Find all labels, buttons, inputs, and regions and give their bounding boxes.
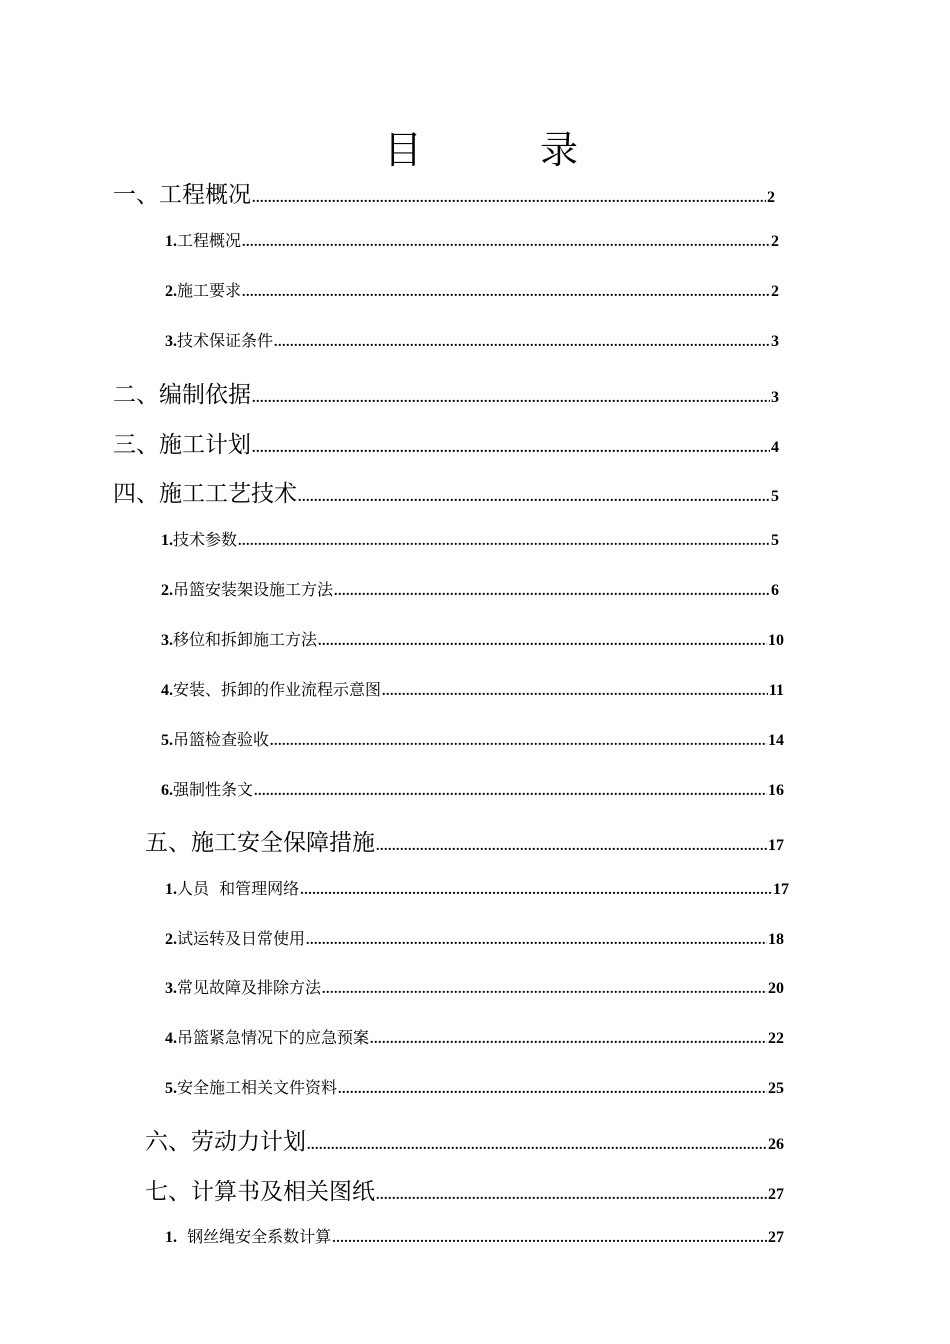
dot-leader bbox=[338, 1082, 767, 1098]
toc-page-number: 4 bbox=[771, 439, 779, 456]
toc-page-number: 25 bbox=[768, 1080, 784, 1097]
toc-number: 5. bbox=[161, 732, 173, 749]
toc-entry-4-5[interactable] bbox=[161, 727, 784, 750]
toc-label: 二、编制依据 bbox=[113, 382, 251, 408]
toc-page-number: 2 bbox=[767, 189, 775, 206]
dot-leader bbox=[318, 634, 767, 650]
toc-page-number: 2 bbox=[771, 283, 779, 300]
toc-number: 3. bbox=[165, 333, 177, 350]
toc-entry-4-4[interactable] bbox=[161, 677, 784, 700]
toc-page-number: 5 bbox=[771, 488, 779, 505]
toc-label: 吊篮安装架设施工方法 bbox=[173, 580, 334, 599]
toc-number: 5. bbox=[165, 1080, 177, 1097]
toc-page-number: 5 bbox=[771, 532, 779, 549]
toc-entry-5-2[interactable] bbox=[165, 926, 784, 949]
toc-label: 四、施工工艺技术 bbox=[113, 481, 297, 507]
dot-leader bbox=[382, 684, 768, 700]
toc-entry-5-5[interactable] bbox=[165, 1075, 784, 1098]
dot-leader bbox=[242, 235, 770, 251]
dot-leader bbox=[252, 191, 766, 207]
dot-leader bbox=[370, 1032, 767, 1048]
dot-leader bbox=[307, 1138, 767, 1154]
toc-entry-5[interactable] bbox=[145, 824, 784, 857]
toc-entry-4-6[interactable] bbox=[161, 777, 784, 800]
toc-page-number: 2 bbox=[771, 233, 779, 250]
toc-entry-4-3[interactable] bbox=[161, 627, 784, 650]
toc-label: 技术参数 bbox=[173, 530, 238, 549]
toc-entry-3[interactable] bbox=[113, 426, 779, 459]
toc-label: 吊篮紧急情况下的应急预案 bbox=[177, 1028, 370, 1047]
toc-page-number: 26 bbox=[768, 1136, 784, 1153]
toc-label: 技术保证条件 bbox=[177, 331, 274, 350]
toc-number: 1. bbox=[165, 1229, 177, 1246]
toc-entry-2[interactable] bbox=[113, 376, 779, 409]
dot-leader bbox=[254, 784, 767, 800]
toc-label: 移位和拆卸施工方法 bbox=[173, 630, 318, 649]
dot-leader bbox=[376, 1188, 767, 1204]
toc-number: 1. bbox=[161, 532, 173, 549]
dot-leader bbox=[242, 285, 770, 301]
toc-label: 常见故障及排除方法 bbox=[177, 978, 322, 997]
toc-page-number: 6 bbox=[771, 582, 779, 599]
dot-leader bbox=[252, 391, 770, 407]
toc-label: 施工要求 bbox=[177, 281, 242, 300]
dot-leader bbox=[300, 883, 772, 899]
toc-number: 4. bbox=[161, 682, 173, 699]
toc-label: 强制性条文 bbox=[173, 780, 254, 799]
toc-entry-6[interactable] bbox=[145, 1123, 784, 1156]
toc-label: 安装、拆卸的作业流程示意图 bbox=[173, 680, 382, 699]
toc-label: 七、计算书及相关图纸 bbox=[145, 1179, 375, 1205]
toc-entry-5-3[interactable] bbox=[165, 975, 784, 998]
toc-number: 3. bbox=[165, 980, 177, 997]
toc-entry-1-1[interactable] bbox=[165, 228, 779, 251]
toc-number: 4. bbox=[165, 1030, 177, 1047]
dot-leader bbox=[274, 335, 770, 351]
toc-label: 五、施工安全保障措施 bbox=[145, 830, 375, 856]
dot-leader bbox=[270, 734, 767, 750]
dot-leader bbox=[252, 441, 770, 457]
toc-entry-7[interactable] bbox=[145, 1173, 784, 1206]
toc-number: 1. bbox=[165, 233, 177, 250]
toc-page-number: 17 bbox=[768, 837, 784, 854]
toc-label: 吊篮检查验收 bbox=[173, 730, 270, 749]
toc-label: 六、劳动力计划 bbox=[145, 1129, 306, 1155]
dot-leader bbox=[332, 1231, 767, 1247]
toc-entry-4-2[interactable] bbox=[161, 577, 779, 600]
toc-entry-5-4[interactable] bbox=[165, 1025, 784, 1048]
toc-label: 一、工程概况 bbox=[113, 182, 251, 208]
toc-number: 1. bbox=[165, 881, 177, 898]
toc-entry-1[interactable] bbox=[113, 176, 775, 209]
toc-number: 2. bbox=[165, 931, 177, 948]
toc-number: 2. bbox=[161, 582, 173, 599]
toc-page-number: 22 bbox=[768, 1030, 784, 1047]
toc-label: 三、施工计划 bbox=[113, 432, 251, 458]
dot-leader bbox=[376, 839, 767, 855]
toc-page-number: 18 bbox=[768, 931, 784, 948]
toc-label: 人员 和管理网络 bbox=[177, 879, 300, 898]
dot-leader bbox=[238, 534, 770, 550]
toc-page-number: 27 bbox=[768, 1229, 784, 1246]
toc-entry-4[interactable] bbox=[113, 475, 779, 508]
toc-label: 安全施工相关文件资料 bbox=[177, 1078, 338, 1097]
toc-entry-1-2[interactable] bbox=[165, 278, 779, 301]
dot-leader bbox=[306, 933, 767, 949]
toc-entry-4-1[interactable] bbox=[161, 527, 779, 550]
toc-page-number: 11 bbox=[768, 682, 784, 699]
toc-label: 工程概况 bbox=[177, 231, 242, 250]
toc-entry-7-1[interactable] bbox=[165, 1224, 784, 1247]
toc-page-number: 27 bbox=[768, 1186, 784, 1203]
toc-entry-1-3[interactable] bbox=[165, 328, 779, 351]
toc-page-number: 17 bbox=[773, 881, 789, 898]
dot-leader bbox=[298, 490, 770, 506]
toc-title: 目 录 bbox=[383, 128, 618, 172]
toc-page-number: 16 bbox=[768, 782, 784, 799]
toc-page-number: 3 bbox=[771, 389, 779, 406]
toc-number: 6. bbox=[161, 782, 173, 799]
dot-leader bbox=[322, 982, 767, 998]
toc-page-number: 10 bbox=[768, 632, 784, 649]
toc-page-number: 3 bbox=[771, 333, 779, 350]
toc-label: 钢丝绳安全系数计算 bbox=[177, 1227, 332, 1246]
toc-page-number: 20 bbox=[768, 980, 784, 997]
toc-number: 3. bbox=[161, 632, 173, 649]
toc-entry-5-1[interactable] bbox=[165, 876, 789, 899]
dot-leader bbox=[334, 584, 770, 600]
toc-label: 试运转及日常使用 bbox=[177, 929, 306, 948]
toc-number: 2. bbox=[165, 283, 177, 300]
toc-page-number: 14 bbox=[768, 732, 784, 749]
